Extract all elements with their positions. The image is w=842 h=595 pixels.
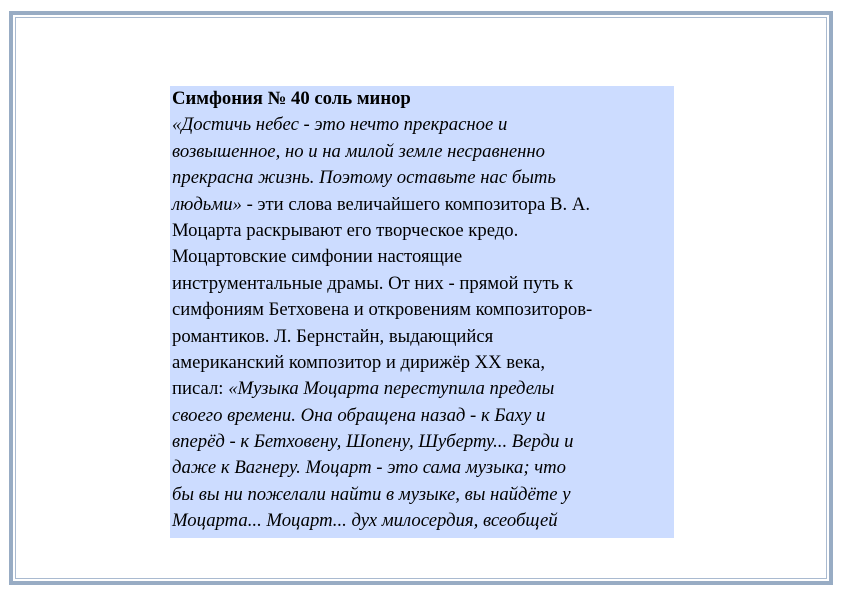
- text-run: симфониям Бетховена и откровениям композиторов-: [172, 299, 593, 321]
- slide-title: Симфония № 40 соль минор: [172, 88, 411, 109]
- italic-text-run: «Музыка Моцарта переступила пределы: [228, 378, 555, 400]
- text-line: [172, 350, 672, 376]
- text-run: инструментальные драмы. От них - прямой путь к: [172, 272, 573, 294]
- italic-text-run: возвышенное, но и на милой земле несравненно: [172, 140, 546, 162]
- text-line: [172, 244, 672, 270]
- text-run: Моцарта раскрывают его творческое кредо.: [172, 219, 519, 241]
- text-line: [172, 455, 672, 481]
- text-run: - эти слова величайшего композитора В. А.: [241, 193, 590, 215]
- text-line: [172, 324, 672, 350]
- italic-text-run: Моцарта... Моцарт... дух милосердия, всеобщей: [172, 510, 558, 532]
- italic-text-run: «Достичь небес - это нечто прекрасное и: [172, 114, 508, 136]
- text-run: писал:: [172, 378, 229, 400]
- italic-text-run: вперёд - к Бетховену, Шопену, Шуберту... Верди и: [172, 431, 574, 453]
- italic-text-run: прекрасна жизнь. Поэтому оставьте нас быть: [172, 167, 556, 189]
- text-run: американский композитор и дирижёр XX века,: [172, 351, 546, 373]
- text-line: [172, 112, 672, 138]
- italic-text-run: даже к Вагнеру. Моцарт - это сама музыка; что: [172, 457, 566, 479]
- text-run: романтиков. Л. Бернстайн, выдающийся: [172, 325, 494, 347]
- text-line: [172, 376, 672, 402]
- text-line: [172, 271, 672, 297]
- italic-text-run: людьми»: [172, 193, 242, 215]
- italic-text-run: бы вы ни пожелали найти в музыке, вы найдёте у: [172, 483, 571, 505]
- italic-text-run: своего времени. Она обращена назад - к Баху и: [172, 404, 546, 426]
- text-line: [172, 429, 672, 455]
- text-line: [172, 297, 672, 323]
- text-line: [172, 165, 672, 191]
- text-line: [172, 482, 672, 508]
- text-line: [172, 139, 672, 165]
- text-run: Моцартовские симфонии настоящие: [172, 246, 463, 268]
- text-line: [172, 403, 672, 429]
- text-line: [172, 218, 672, 244]
- text-box: [170, 86, 674, 538]
- text-line: [172, 508, 672, 534]
- body-text: [172, 112, 672, 534]
- text-line: [172, 192, 672, 218]
